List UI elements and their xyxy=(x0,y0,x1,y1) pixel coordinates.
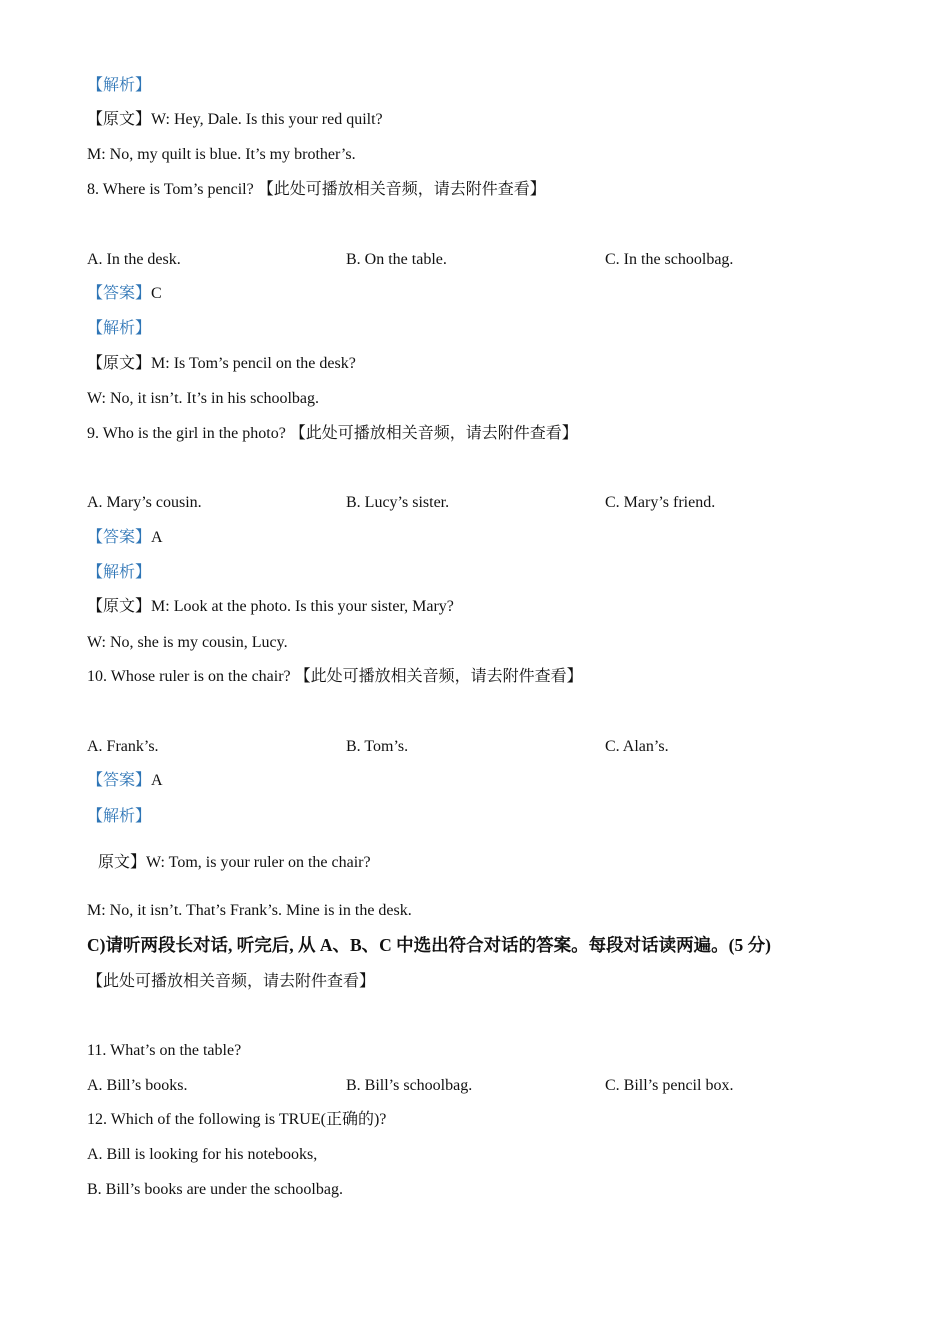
q8-original-line xyxy=(87,354,356,374)
q8-option-b: B. On the table. xyxy=(346,251,447,268)
q10-analysis-label: 【解析】 xyxy=(87,808,152,825)
q9-original-text: M: Look at the photo. Is this your sister, Mary? xyxy=(151,598,454,615)
question-10: 10. Whose ruler is on the chair? 【此处可播放相关音频，请去附件查看】 xyxy=(87,668,583,685)
answer-label: 【答案】 xyxy=(87,285,152,302)
q8-reply: W: No, it isn’t. It’s in his schoolbag. xyxy=(87,390,319,407)
q12-option-a: A. Bill is looking for his notebooks, xyxy=(87,1146,318,1163)
q10-option-c: C. Alan’s. xyxy=(605,738,669,755)
q12-option-b: B. Bill’s books are under the schoolbag. xyxy=(87,1181,343,1198)
analysis-label: 【解析】 xyxy=(87,77,152,94)
answer-label: 【答案】 xyxy=(87,772,152,789)
answer-label: 【答案】 xyxy=(87,529,152,546)
original-label: 【原文】 xyxy=(87,598,152,615)
q10-answer-line xyxy=(87,771,163,791)
q10-reply: M: No, it isn’t. That’s Frank’s. Mine is in the desk. xyxy=(87,902,412,919)
q10-original-line xyxy=(98,853,371,873)
q10-original-label: 原文】 xyxy=(98,854,147,871)
q10-option-b: B. Tom’s. xyxy=(346,738,409,755)
q9-answer: A xyxy=(151,529,163,546)
q8-original-text: M: Is Tom’s pencil on the desk? xyxy=(151,355,356,372)
q10-option-a: A. Frank’s. xyxy=(87,738,159,755)
question-12: 12. Which of the following is TRUE(正确的)? xyxy=(87,1111,387,1128)
q11-option-c: C. Bill’s pencil box. xyxy=(605,1077,734,1094)
q9-answer-line xyxy=(87,528,163,548)
question-8: 8. Where is Tom’s pencil? 【此处可播放相关音频，请去附件查看】 xyxy=(87,181,546,198)
q9-option-b: B. Lucy’s sister. xyxy=(346,494,450,511)
q9-option-a: A. Mary’s cousin. xyxy=(87,494,202,511)
q8-answer: C xyxy=(151,285,162,302)
q10-answer: A xyxy=(151,772,163,789)
original-text-line xyxy=(87,110,383,130)
q8-analysis-label: 【解析】 xyxy=(87,320,152,337)
question-11: 11. What’s on the table? xyxy=(87,1042,242,1059)
original-text: W: Hey, Dale. Is this your red quilt? xyxy=(151,111,383,128)
q8-option-a: A. In the desk. xyxy=(87,251,181,268)
original-label: 【原文】 xyxy=(87,111,152,128)
section-c-heading: C)请听两段长对话, 听完后, 从 A、B、C 中选出符合对话的答案。每段对话读两遍。(5 分) xyxy=(87,935,771,955)
q11-option-a: A. Bill’s books. xyxy=(87,1077,188,1094)
q9-option-c: C. Mary’s friend. xyxy=(605,494,716,511)
q9-reply: W: No, she is my cousin, Lucy. xyxy=(87,634,288,651)
q9-original-line xyxy=(87,597,454,617)
q10-original-text: W: Tom, is your ruler on the chair? xyxy=(146,854,371,871)
q8-answer-line xyxy=(87,284,162,304)
original-label: 【原文】 xyxy=(87,355,152,372)
question-9: 9. Who is the girl in the photo? 【此处可播放相关音频，请去附件查看】 xyxy=(87,425,578,442)
q11-option-b: B. Bill’s schoolbag. xyxy=(346,1077,473,1094)
dialogue-reply: M: No, my quilt is blue. It’s my brother’s. xyxy=(87,146,356,163)
section-c-audio-note: 【此处可播放相关音频，请去附件查看】 xyxy=(87,973,376,990)
q9-analysis-label: 【解析】 xyxy=(87,564,152,581)
q8-option-c: C. In the schoolbag. xyxy=(605,251,734,268)
